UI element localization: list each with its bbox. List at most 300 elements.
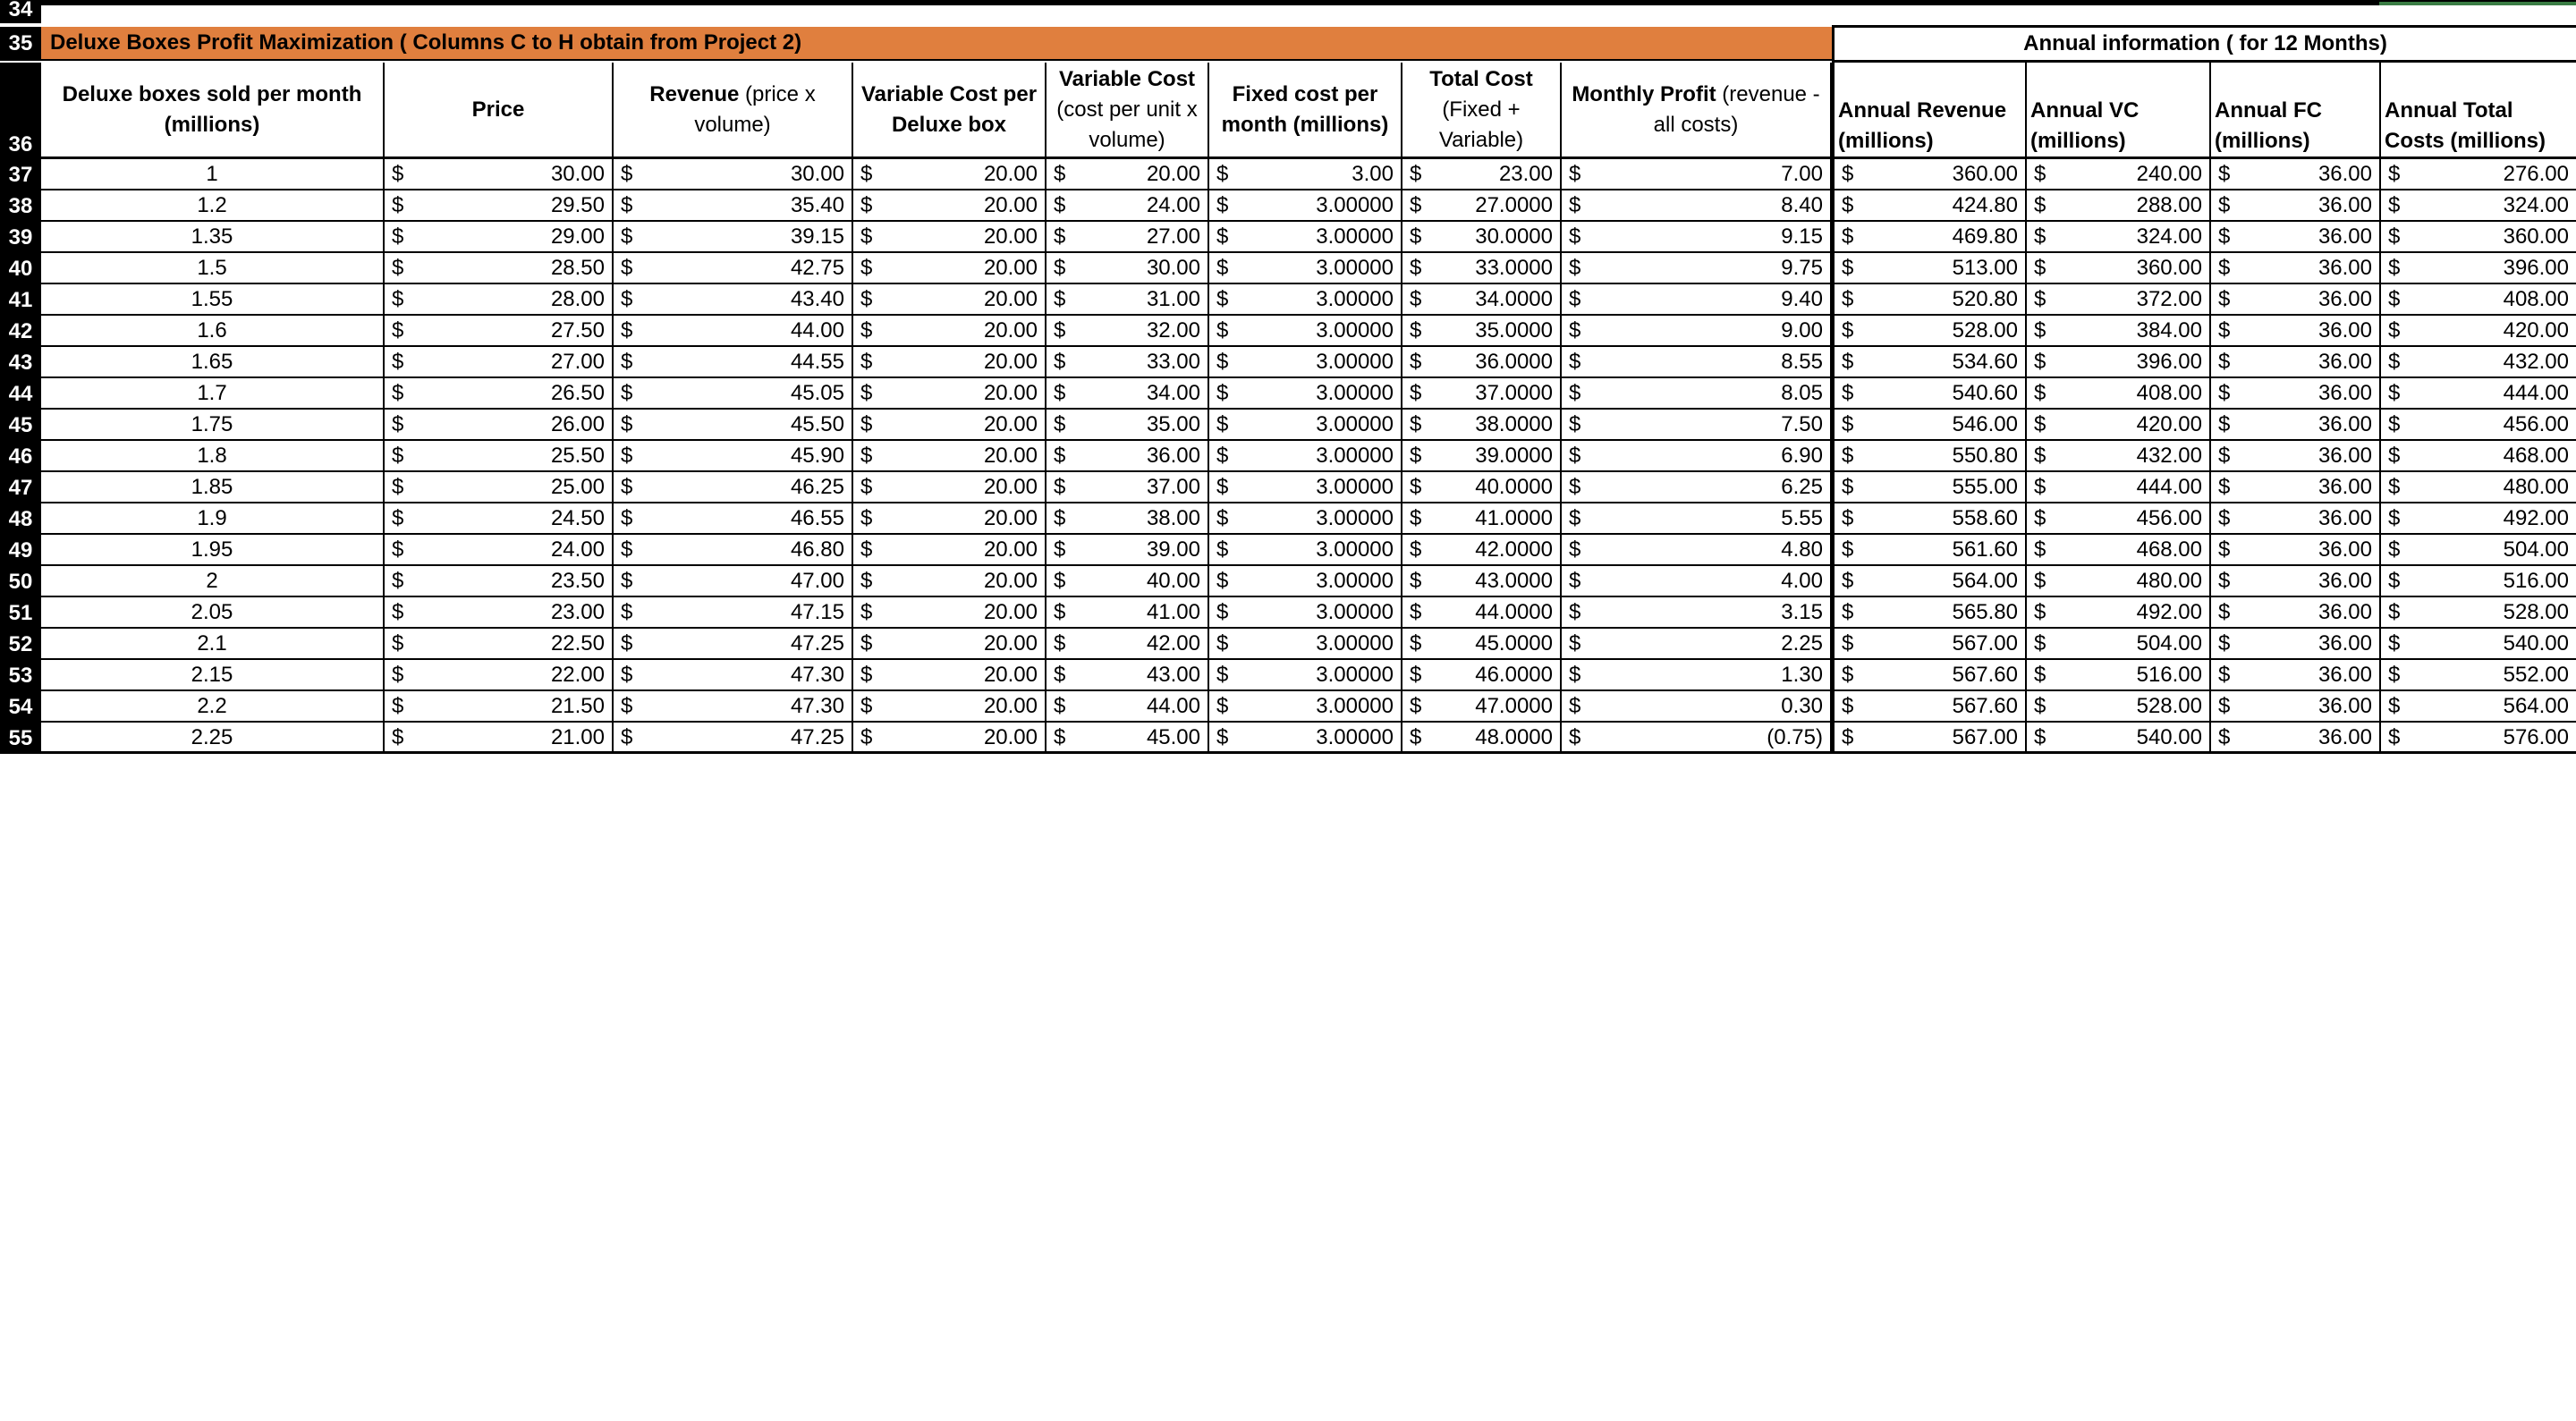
cell-vc-per-box[interactable] [853, 660, 1046, 691]
currency-symbol: $ [1216, 412, 1229, 436]
cell-price[interactable] [385, 159, 614, 190]
cell-total-cost[interactable] [1402, 222, 1562, 253]
cell-monthly-profit[interactable] [1562, 566, 1832, 597]
cell-value: 26.50 [550, 381, 605, 405]
cell-vc-per-box[interactable] [853, 190, 1046, 222]
cell-price[interactable] [385, 253, 614, 284]
cell-annual-fc[interactable] [2211, 566, 2381, 597]
currency-symbol: $ [2034, 193, 2046, 217]
cell-vc-per-box[interactable] [853, 503, 1046, 535]
cell-sold[interactable] [41, 535, 385, 566]
cell-fixed-cost[interactable] [1209, 284, 1402, 316]
cell-revenue[interactable] [614, 253, 853, 284]
cell-annual-total-costs[interactable] [2381, 503, 2576, 535]
cell-annual-fc[interactable] [2211, 190, 2381, 222]
cell-price[interactable] [385, 629, 614, 660]
table-row [0, 316, 2576, 347]
cell-value: 33.00 [1146, 350, 1200, 374]
cell-annual-revenue[interactable] [1832, 347, 2027, 378]
cell-annual-vc[interactable] [2027, 503, 2211, 535]
cell-value: 3.00000 [1316, 537, 1394, 562]
cell-variable-cost[interactable] [1046, 316, 1209, 347]
cell-monthly-profit[interactable] [1562, 691, 1832, 723]
cell-variable-cost[interactable] [1046, 190, 1209, 222]
cell-monthly-profit[interactable] [1562, 503, 1832, 535]
cell-revenue[interactable] [614, 691, 853, 723]
cell-fixed-cost[interactable] [1209, 441, 1402, 472]
cell-revenue[interactable] [614, 284, 853, 316]
cell-annual-total-costs[interactable] [2381, 566, 2576, 597]
cell-fixed-cost[interactable] [1209, 503, 1402, 535]
cell-vc-per-box[interactable] [853, 159, 1046, 190]
cell-annual-revenue[interactable] [1832, 190, 2027, 222]
cell-variable-cost[interactable] [1046, 222, 1209, 253]
cell-value: 3.00000 [1316, 444, 1394, 468]
cell-total-cost[interactable] [1402, 316, 1562, 347]
cell-annual-total-costs[interactable] [2381, 535, 2576, 566]
cell-sold[interactable] [41, 316, 385, 347]
cell-sold[interactable] [41, 723, 385, 754]
cell-revenue[interactable] [614, 535, 853, 566]
cell-annual-fc[interactable] [2211, 410, 2381, 441]
currency-symbol: $ [2218, 193, 2231, 217]
cell-price[interactable] [385, 691, 614, 723]
cell-vc-per-box[interactable] [853, 566, 1046, 597]
cell-annual-total-costs[interactable] [2381, 691, 2576, 723]
cell-value: 360.00 [2136, 256, 2202, 280]
currency-symbol: $ [2388, 506, 2401, 530]
cell-revenue[interactable] [614, 629, 853, 660]
cell-sold[interactable] [41, 629, 385, 660]
cell-total-cost[interactable] [1402, 284, 1562, 316]
row-number: 47 [8, 476, 33, 500]
cell-value: 46.0000 [1475, 663, 1553, 687]
cell-sold[interactable] [41, 410, 385, 441]
cell-sold[interactable] [41, 691, 385, 723]
cell-value: 408.00 [2136, 381, 2202, 405]
cell-annual-fc[interactable] [2211, 347, 2381, 378]
cell-price[interactable] [385, 566, 614, 597]
cell-price[interactable] [385, 535, 614, 566]
cell-annual-fc[interactable] [2211, 472, 2381, 503]
cell-annual-fc[interactable] [2211, 535, 2381, 566]
cell-sold[interactable] [41, 253, 385, 284]
cell-fixed-cost[interactable] [1209, 472, 1402, 503]
cell-total-cost[interactable] [1402, 190, 1562, 222]
cell-variable-cost[interactable] [1046, 472, 1209, 503]
cell-price[interactable] [385, 316, 614, 347]
cell-total-cost[interactable] [1402, 629, 1562, 660]
header-fixed-cost[interactable] [1209, 63, 1402, 159]
cell-annual-total-costs[interactable] [2381, 378, 2576, 410]
cell-annual-vc[interactable] [2027, 723, 2211, 754]
cell-revenue[interactable] [614, 190, 853, 222]
cell-annual-revenue[interactable] [1832, 723, 2027, 754]
cell-vc-per-box[interactable] [853, 410, 1046, 441]
cell-revenue[interactable] [614, 723, 853, 754]
cell-price[interactable] [385, 723, 614, 754]
currency-symbol: $ [392, 475, 404, 499]
cell-annual-vc[interactable] [2027, 190, 2211, 222]
currency-symbol: $ [1569, 381, 1581, 405]
cell-vc-per-box[interactable] [853, 723, 1046, 754]
currency-symbol: $ [2034, 725, 2046, 749]
cell-value: 528.00 [2136, 694, 2202, 718]
cell-variable-cost[interactable] [1046, 566, 1209, 597]
header-vc-per-box[interactable] [853, 63, 1046, 159]
currency-symbol: $ [621, 287, 633, 311]
cell-annual-revenue[interactable] [1832, 316, 2027, 347]
cell-annual-total-costs[interactable] [2381, 159, 2576, 190]
row-header-34[interactable] [0, 0, 41, 23]
cell-sold[interactable] [41, 503, 385, 535]
header-variable-cost[interactable] [1046, 63, 1209, 159]
cell-value: 36.00 [2318, 506, 2372, 530]
cell-annual-vc[interactable] [2027, 410, 2211, 441]
cell-fixed-cost[interactable] [1209, 347, 1402, 378]
cell-annual-revenue[interactable] [1832, 159, 2027, 190]
cell-revenue[interactable] [614, 316, 853, 347]
cell-total-cost[interactable] [1402, 472, 1562, 503]
cell-price[interactable] [385, 441, 614, 472]
cell-revenue[interactable] [614, 660, 853, 691]
cell-monthly-profit[interactable] [1562, 159, 1832, 190]
cell-annual-revenue[interactable] [1832, 410, 2027, 441]
cell-total-cost[interactable] [1402, 253, 1562, 284]
cell-value: 30.00 [790, 162, 844, 186]
cell-variable-cost[interactable] [1046, 503, 1209, 535]
cell-value: 29.00 [550, 224, 605, 249]
cell-monthly-profit[interactable] [1562, 472, 1832, 503]
cell-annual-vc[interactable] [2027, 347, 2211, 378]
cell-fixed-cost[interactable] [1209, 566, 1402, 597]
cell-value: 6.25 [1781, 475, 1823, 499]
cell-value: 8.55 [1781, 350, 1823, 374]
currency-symbol: $ [2388, 569, 2401, 593]
cell-annual-fc[interactable] [2211, 253, 2381, 284]
cell-annual-revenue[interactable] [1832, 691, 2027, 723]
row-number: 36 [8, 132, 33, 156]
cell-total-cost[interactable] [1402, 347, 1562, 378]
row-header-35[interactable] [0, 27, 41, 61]
cell-sold[interactable] [41, 660, 385, 691]
cell-annual-vc[interactable] [2027, 535, 2211, 566]
cell-annual-fc[interactable] [2211, 723, 2381, 754]
cell-revenue[interactable] [614, 472, 853, 503]
cell-revenue[interactable] [614, 503, 853, 535]
cell-fixed-cost[interactable] [1209, 410, 1402, 441]
cell-total-cost[interactable] [1402, 410, 1562, 441]
cell-monthly-profit[interactable] [1562, 190, 1832, 222]
cell-annual-total-costs[interactable] [2381, 723, 2576, 754]
currency-symbol: $ [2218, 318, 2231, 343]
cell-annual-vc[interactable] [2027, 378, 2211, 410]
cell-annual-revenue[interactable] [1832, 597, 2027, 629]
cell-vc-per-box[interactable] [853, 253, 1046, 284]
cell-sold[interactable] [41, 441, 385, 472]
cell-sold[interactable] [41, 159, 385, 190]
cell-annual-total-costs[interactable] [2381, 347, 2576, 378]
top-border-band [0, 0, 2576, 5]
cell-total-cost[interactable] [1402, 503, 1562, 535]
cell-annual-revenue[interactable] [1832, 222, 2027, 253]
table-row [0, 472, 2576, 503]
currency-symbol: $ [1216, 600, 1229, 624]
cell-variable-cost[interactable] [1046, 284, 1209, 316]
cell-annual-fc[interactable] [2211, 284, 2381, 316]
cell-annual-vc[interactable] [2027, 691, 2211, 723]
cell-vc-per-box[interactable] [853, 378, 1046, 410]
header-annual-fc[interactable] [2211, 63, 2381, 159]
cell-vc-per-box[interactable] [853, 691, 1046, 723]
cell-fixed-cost[interactable] [1209, 190, 1402, 222]
cell-monthly-profit[interactable] [1562, 410, 1832, 441]
cell-annual-vc[interactable] [2027, 253, 2211, 284]
cell-price[interactable] [385, 660, 614, 691]
cell-value: 27.00 [550, 350, 605, 374]
cell-annual-vc[interactable] [2027, 222, 2211, 253]
cell-vc-per-box[interactable] [853, 535, 1046, 566]
header-price[interactable] [385, 63, 614, 159]
cell-annual-vc[interactable] [2027, 597, 2211, 629]
cell-price[interactable] [385, 378, 614, 410]
cell-price[interactable] [385, 472, 614, 503]
cell-annual-total-costs[interactable] [2381, 441, 2576, 472]
currency-symbol: $ [2218, 569, 2231, 593]
cell-annual-total-costs[interactable] [2381, 190, 2576, 222]
cell-total-cost[interactable] [1402, 159, 1562, 190]
cell-total-cost[interactable] [1402, 691, 1562, 723]
cell-annual-vc[interactable] [2027, 629, 2211, 660]
cell-sold[interactable] [41, 566, 385, 597]
currency-symbol: $ [1569, 318, 1581, 343]
header-annual-revenue[interactable] [1832, 63, 2027, 159]
header-monthly-profit[interactable] [1562, 63, 1832, 159]
cell-annual-revenue[interactable] [1832, 378, 2027, 410]
currency-symbol: $ [1216, 224, 1229, 249]
table-title-cell[interactable] [41, 27, 1832, 61]
cell-price[interactable] [385, 503, 614, 535]
cell-price[interactable] [385, 597, 614, 629]
cell-vc-per-box[interactable] [853, 347, 1046, 378]
cell-variable-cost[interactable] [1046, 441, 1209, 472]
cell-annual-fc[interactable] [2211, 597, 2381, 629]
cell-variable-cost[interactable] [1046, 410, 1209, 441]
cell-revenue[interactable] [614, 410, 853, 441]
cell-monthly-profit[interactable] [1562, 222, 1832, 253]
cell-value: 469.80 [1952, 224, 2018, 249]
cell-annual-total-costs[interactable] [2381, 253, 2576, 284]
cell-annual-total-costs[interactable] [2381, 472, 2576, 503]
currency-symbol: $ [1054, 444, 1066, 468]
cell-value: 567.00 [1952, 631, 2018, 656]
header-annual-vc-text: Annual VC (millions) [2030, 98, 2140, 153]
cell-annual-revenue[interactable] [1832, 441, 2027, 472]
cell-value: 47.25 [790, 631, 844, 656]
cell-annual-fc[interactable] [2211, 159, 2381, 190]
cell-fixed-cost[interactable] [1209, 378, 1402, 410]
currency-symbol: $ [2388, 694, 2401, 718]
header-annual-vc[interactable] [2027, 63, 2211, 159]
annual-info-title-cell[interactable] [1832, 25, 2576, 63]
cell-monthly-profit[interactable] [1562, 316, 1832, 347]
cell-total-cost[interactable] [1402, 441, 1562, 472]
cell-annual-vc[interactable] [2027, 284, 2211, 316]
cell-variable-cost[interactable] [1046, 629, 1209, 660]
cell-annual-fc[interactable] [2211, 660, 2381, 691]
cell-annual-total-costs[interactable] [2381, 660, 2576, 691]
cell-vc-per-box[interactable] [853, 629, 1046, 660]
cell-annual-fc[interactable] [2211, 222, 2381, 253]
cell-value: 3.15 [1781, 600, 1823, 624]
cell-variable-cost[interactable] [1046, 597, 1209, 629]
cell-fixed-cost[interactable] [1209, 316, 1402, 347]
cell-annual-total-costs[interactable] [2381, 316, 2576, 347]
header-revenue[interactable] [614, 63, 853, 159]
cell-vc-per-box[interactable] [853, 222, 1046, 253]
cell-variable-cost[interactable] [1046, 535, 1209, 566]
currency-symbol: $ [1216, 631, 1229, 656]
currency-symbol: $ [621, 162, 633, 186]
currency-symbol: $ [1569, 506, 1581, 530]
cell-value: 2.25 [191, 725, 233, 749]
cell-monthly-profit[interactable] [1562, 378, 1832, 410]
cell-monthly-profit[interactable] [1562, 629, 1832, 660]
cell-annual-revenue[interactable] [1832, 660, 2027, 691]
cell-fixed-cost[interactable] [1209, 629, 1402, 660]
cell-value: 1.5 [197, 256, 227, 280]
cell-vc-per-box[interactable] [853, 284, 1046, 316]
cell-total-cost[interactable] [1402, 378, 1562, 410]
cell-annual-vc[interactable] [2027, 316, 2211, 347]
cell-annual-total-costs[interactable] [2381, 284, 2576, 316]
cell-price[interactable] [385, 190, 614, 222]
cell-value: 21.00 [550, 725, 605, 749]
cell-value: 528.00 [2503, 600, 2569, 624]
cell-fixed-cost[interactable] [1209, 723, 1402, 754]
cell-revenue[interactable] [614, 441, 853, 472]
table-row [0, 378, 2576, 410]
cell-annual-fc[interactable] [2211, 691, 2381, 723]
cell-monthly-profit[interactable] [1562, 597, 1832, 629]
cell-variable-cost[interactable] [1046, 691, 1209, 723]
cell-annual-fc[interactable] [2211, 378, 2381, 410]
cell-fixed-cost[interactable] [1209, 597, 1402, 629]
cell-monthly-profit[interactable] [1562, 441, 1832, 472]
cell-annual-revenue[interactable] [1832, 284, 2027, 316]
cell-annual-vc[interactable] [2027, 159, 2211, 190]
cell-fixed-cost[interactable] [1209, 535, 1402, 566]
cell-variable-cost[interactable] [1046, 159, 1209, 190]
cell-sold[interactable] [41, 597, 385, 629]
table-row [0, 597, 2576, 629]
cell-revenue[interactable] [614, 378, 853, 410]
cell-variable-cost[interactable] [1046, 347, 1209, 378]
cell-sold[interactable] [41, 378, 385, 410]
cell-variable-cost[interactable] [1046, 253, 1209, 284]
cell-sold[interactable] [41, 190, 385, 222]
cell-monthly-profit[interactable] [1562, 535, 1832, 566]
cell-annual-total-costs[interactable] [2381, 629, 2576, 660]
cell-vc-per-box[interactable] [853, 597, 1046, 629]
header-sold[interactable] [41, 63, 385, 159]
cell-monthly-profit[interactable] [1562, 660, 1832, 691]
cell-revenue[interactable] [614, 347, 853, 378]
cell-value: 3.00000 [1316, 350, 1394, 374]
cell-annual-revenue[interactable] [1832, 629, 2027, 660]
cell-fixed-cost[interactable] [1209, 222, 1402, 253]
cell-fixed-cost[interactable] [1209, 691, 1402, 723]
cell-vc-per-box[interactable] [853, 472, 1046, 503]
cell-annual-revenue[interactable] [1832, 503, 2027, 535]
cell-variable-cost[interactable] [1046, 660, 1209, 691]
header-row [0, 63, 2576, 159]
cell-annual-fc[interactable] [2211, 503, 2381, 535]
cell-annual-vc[interactable] [2027, 660, 2211, 691]
cell-revenue[interactable] [614, 222, 853, 253]
cell-annual-total-costs[interactable] [2381, 410, 2576, 441]
cell-value: 1.30 [1781, 663, 1823, 687]
cell-sold[interactable] [41, 284, 385, 316]
cell-annual-revenue[interactable] [1832, 566, 2027, 597]
cell-sold[interactable] [41, 472, 385, 503]
cell-price[interactable] [385, 347, 614, 378]
cell-annual-vc[interactable] [2027, 441, 2211, 472]
cell-sold[interactable] [41, 222, 385, 253]
cell-vc-per-box[interactable] [853, 316, 1046, 347]
cell-annual-total-costs[interactable] [2381, 597, 2576, 629]
cell-monthly-profit[interactable] [1562, 284, 1832, 316]
cell-annual-fc[interactable] [2211, 441, 2381, 472]
cell-annual-total-costs[interactable] [2381, 222, 2576, 253]
cell-fixed-cost[interactable] [1209, 253, 1402, 284]
cell-sold[interactable] [41, 347, 385, 378]
cell-revenue[interactable] [614, 597, 853, 629]
cell-monthly-profit[interactable] [1562, 347, 1832, 378]
header-total-cost[interactable] [1402, 63, 1562, 159]
cell-annual-vc[interactable] [2027, 472, 2211, 503]
cell-annual-revenue[interactable] [1832, 472, 2027, 503]
cell-fixed-cost[interactable] [1209, 660, 1402, 691]
cell-total-cost[interactable] [1402, 597, 1562, 629]
cell-monthly-profit[interactable] [1562, 253, 1832, 284]
cell-annual-fc[interactable] [2211, 629, 2381, 660]
currency-symbol: $ [2218, 600, 2231, 624]
cell-value: 20.00 [983, 506, 1038, 530]
cell-annual-revenue[interactable] [1832, 253, 2027, 284]
cell-price[interactable] [385, 410, 614, 441]
cell-total-cost[interactable] [1402, 566, 1562, 597]
cell-vc-per-box[interactable] [853, 441, 1046, 472]
header-annual-total-costs[interactable] [2381, 63, 2576, 159]
cell-total-cost[interactable] [1402, 723, 1562, 754]
cell-revenue[interactable] [614, 159, 853, 190]
currency-symbol: $ [2218, 663, 2231, 687]
cell-total-cost[interactable] [1402, 660, 1562, 691]
cell-variable-cost[interactable] [1046, 723, 1209, 754]
cell-price[interactable] [385, 284, 614, 316]
cell-variable-cost[interactable] [1046, 378, 1209, 410]
cell-monthly-profit[interactable] [1562, 723, 1832, 754]
cell-annual-vc[interactable] [2027, 566, 2211, 597]
cell-price[interactable] [385, 222, 614, 253]
cell-total-cost[interactable] [1402, 535, 1562, 566]
cell-annual-fc[interactable] [2211, 316, 2381, 347]
cell-annual-revenue[interactable] [1832, 535, 2027, 566]
cell-revenue[interactable] [614, 566, 853, 597]
cell-fixed-cost[interactable] [1209, 159, 1402, 190]
table-title: Deluxe Boxes Profit Maximization ( Columns C to H obtain from Project 2) [50, 30, 802, 55]
